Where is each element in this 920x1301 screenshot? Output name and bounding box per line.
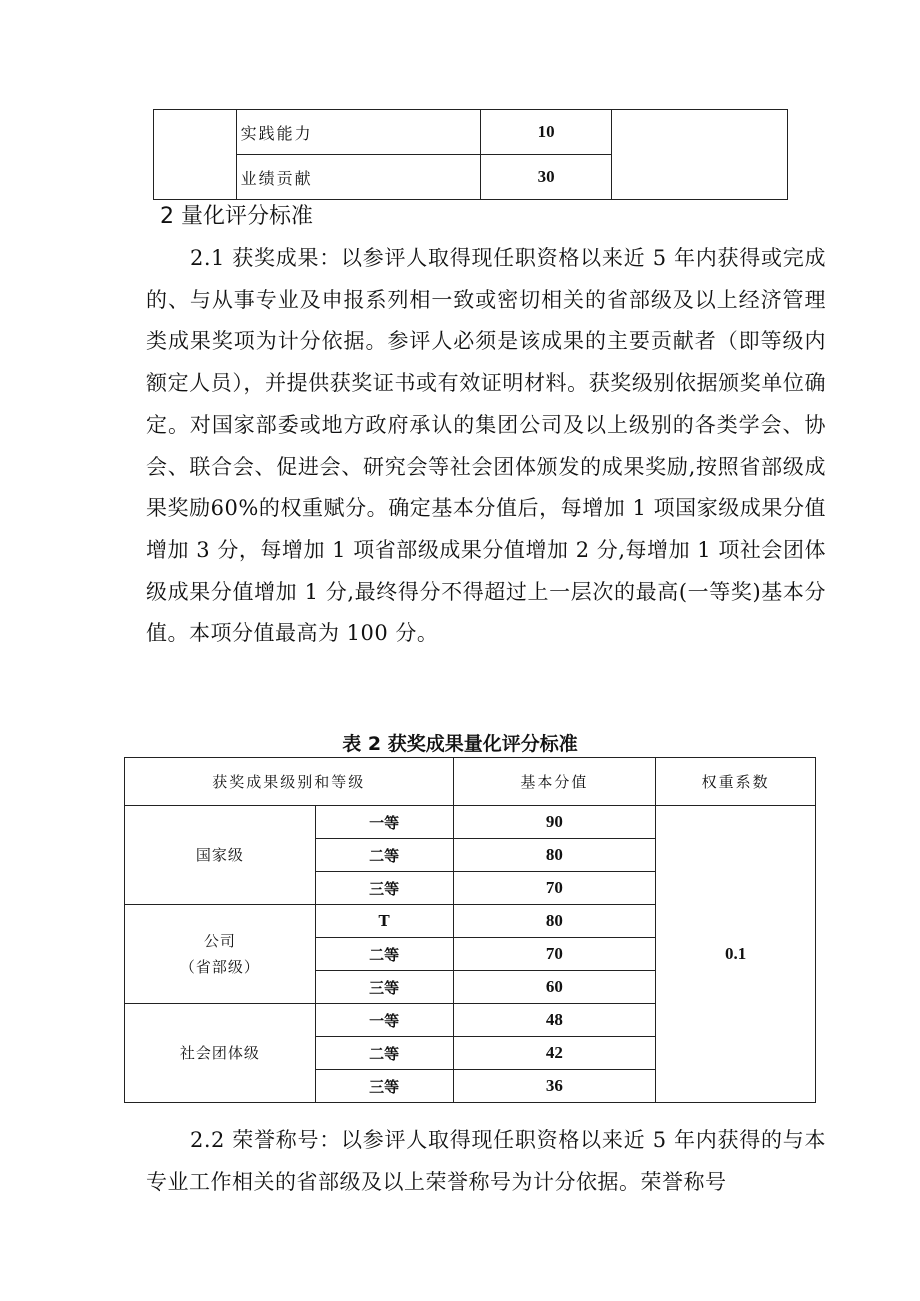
grade-cell: 二等 (315, 839, 453, 872)
grade-cell: 三等 (315, 971, 453, 1004)
header-level: 获奖成果级别和等级 (125, 758, 454, 806)
level-label: 国家级 (195, 846, 244, 864)
item-name: 业绩贡献 (236, 155, 481, 200)
table-cell-note (611, 110, 787, 200)
paragraph-honors: 2.2 荣誉称号：以参评人取得现任职资格以来近 5 年内获得的与本专业工作相关的省部级及以上荣誉称号为计分依据。荣誉称号 (146, 1128, 826, 1194)
top-score-table (153, 109, 788, 200)
header-weight: 权重系数 (656, 758, 816, 806)
level-cell (125, 806, 316, 905)
item-score: 30 (481, 155, 611, 200)
score-cell: 80 (453, 905, 656, 938)
level-cell (125, 905, 316, 1004)
table-row (154, 110, 788, 155)
paragraph-awards: 2.1 获奖成果：以参评人取得现任职资格以来近 5 年内获得或完成的、与从事专业及申报系列相一致或密切相关的省部级及以上经济管理类成果奖项为计分依据。参评人必须是该成果的主要贡献者（即等级内额定人员），并提供获奖证书或有效证明材料。获奖级别依据颁奖单位确定。对国家部委或地方政府承认的集团公司及以上级别的各类学会、协会、联合会、促进会、研究会等社会团体颁发的成果奖励,按照省部级成果奖励60%的权重赋分。确定基本分值后，每增加 1 项国家级成果分值增加 3 分，每增加 1 项省部级成果分值增加 2 分,每增加 1 项社会团体级成果分值增加 1 分,最终得分不得超过上一层次的最高(一等奖)基本分值。本项分值最高为 100 分。 (146, 246, 826, 646)
level-cell (125, 1004, 316, 1103)
grade-cell: T (315, 905, 453, 938)
grade-cell: 一等 (315, 806, 453, 839)
section-heading: 2 量化评分标准 (160, 204, 313, 229)
item-score: 10 (481, 110, 611, 155)
grade-cell: 三等 (315, 1070, 453, 1103)
score-cell: 36 (453, 1070, 656, 1103)
table-cell-blank (154, 110, 237, 200)
item-name: 实践能力 (236, 110, 481, 155)
level-sublabel: （省部级） (179, 958, 260, 976)
score-cell: 48 (453, 1004, 656, 1037)
grade-cell: 三等 (315, 872, 453, 905)
header-base-score: 基本分值 (453, 758, 656, 806)
level-label: 社会团体级 (179, 1044, 260, 1062)
score-cell: 42 (453, 1037, 656, 1070)
score-cell: 70 (453, 872, 656, 905)
score-cell: 90 (453, 806, 656, 839)
grade-cell: 二等 (315, 1037, 453, 1070)
level-label: 公司 (203, 932, 236, 950)
table-header-row (125, 758, 816, 806)
award-score-table (124, 757, 816, 1103)
grade-cell: 二等 (315, 938, 453, 971)
weight-value: 0.1 (656, 806, 816, 1103)
score-cell: 70 (453, 938, 656, 971)
grade-cell: 一等 (315, 1004, 453, 1037)
table-row (125, 806, 816, 839)
score-cell: 60 (453, 971, 656, 1004)
score-cell: 80 (453, 839, 656, 872)
table-caption: 表 2 获奖成果量化评分标准 (342, 733, 578, 755)
